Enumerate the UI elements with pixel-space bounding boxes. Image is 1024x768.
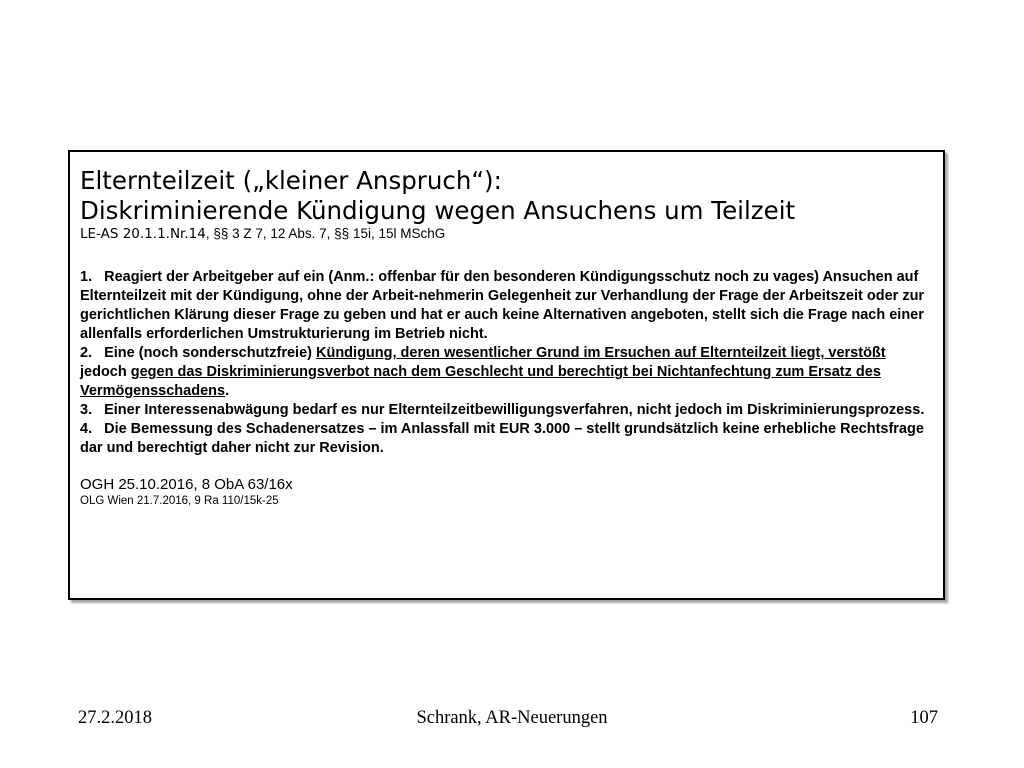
content-box (68, 150, 945, 600)
paragraph-2-underline-2: gegen das Diskriminierungsverbot nach dem Geschlecht und berechtigt bei Nichtanfechtung zum Ersatz des Vermögensschadens (80, 364, 881, 399)
paragraph-4-text: Die Bemessung des Schadenersatzes – im Anlassfall mit EUR 3.000 – stellt grundsätzlich keine erhebliche Rechtsfrage dar und berechtigt daher nicht zur Revision. (80, 421, 924, 456)
paragraph-2-number: 2. (80, 345, 93, 361)
paragraph-2-end: . (225, 383, 230, 399)
paragraph-4-number: 4. (80, 421, 93, 437)
legal-reference (80, 226, 933, 242)
paragraph-2 (80, 344, 933, 401)
paragraph-2-pre: Eine (noch sonderschutzfreie) (104, 345, 316, 361)
paragraph-1-text: Reagiert der Arbeitgeber auf ein (Anm.: offenbar für den besonderen Kündigungsschutz noch zu vages) Ansuchen auf Elternteilzeit mit der Kündigung, ohne der Arbeit-nehmerin Gelegenheit zur Verhandlung der Frage der Arbeitszeit oder zur gerichtlichen Klärung dieser Frage zu geben und hat er auch keine Alternativen angeboten, stellt sich die Frage nach einer allenfalls erforderlichen Umstrukturierung im Betrieb nicht. (80, 269, 925, 342)
paragraph-4 (80, 420, 933, 458)
paragraph-2-underline-1: Kündigung, deren wesentlicher Grund im Ersuchen auf Elternteilzeit liegt, verstößt (316, 345, 886, 361)
reference-rest: , §§ 3 Z 7, 12 Abs. 7, §§ 15i, 15l MSchG (205, 226, 446, 241)
paragraph-1-number: 1. (80, 269, 93, 285)
paragraph-3-text: Einer Interessenabwägung bedarf es nur Elternteilzeitbewilligungsverfahren, nicht jedoch im Diskriminierungsprozess. (104, 402, 925, 418)
paragraph-3 (80, 401, 933, 420)
footer-title: Schrank, AR-Neuerungen (416, 708, 608, 728)
source-ogh: OGH 25.10.2016, 8 ObA 63/16x (80, 476, 293, 493)
reference-prefix: LE-AS 20.1.1.Nr.14 (80, 226, 206, 242)
paragraph-1 (80, 268, 933, 344)
slide-title-line2: Diskriminierende Kündigung wegen Ansuchens um Teilzeit (80, 196, 796, 225)
footer-date: 27.2.2018 (78, 708, 152, 728)
source-olg: OLG Wien 21.7.2016, 9 Ra 110/15k-25 (80, 495, 279, 507)
paragraph-2-mid: jedoch (80, 364, 131, 380)
page-number: 107 (910, 708, 938, 728)
slide-title-line1: Elternteilzeit („kleiner Anspruch“): (80, 166, 502, 195)
paragraph-3-number: 3. (80, 402, 93, 418)
